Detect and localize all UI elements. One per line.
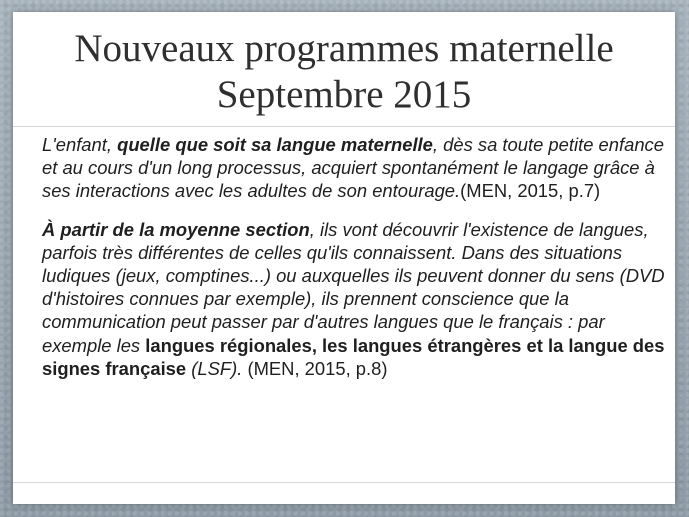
title-line-2: Septembre 2015 [216,73,472,116]
p1-text-a: L'enfant, [42,134,118,155]
p1-emphasis: quelle que soit sa langue maternelle [117,134,433,155]
top-divider [13,126,675,127]
bottom-divider [13,482,675,483]
p2-citation: (MEN, 2015, p.8) [242,357,388,379]
p1-text-c: , dès sa toute petite enfance et au cours d'un long processus, acquiert spontanément le langage grâce à ses interactions avec les adultes de son entourage. [42,134,664,202]
paragraph-1 [42,133,667,203]
slide-body [42,133,667,395]
p2-emphasis-languages: langues régionales, les langues étrangères et la langue des signes française [42,334,665,379]
paragraph-2 [42,218,667,380]
p2-emphasis-start: À partir de la moyenne section [42,218,310,240]
p1-citation: (MEN, 2015, p.7) [460,180,601,202]
slide [13,12,675,504]
title-line-1: Nouveaux programmes maternelle [74,27,614,70]
p2-text-b: , ils vont découvrir l'existence de langues, parfois très différentes de celles qu'ils connaissent. Dans des situations ludiques (jeux, comptines...) ou auxquelles ils peuvent donner du sens (DVD d'histoires connues par exemple), ils prennent conscience que la communication peut passer par d'autres langues que le français : par exemple les [42,218,665,356]
slide-title [13,12,675,118]
p2-text-d: (LSF). [186,357,243,379]
